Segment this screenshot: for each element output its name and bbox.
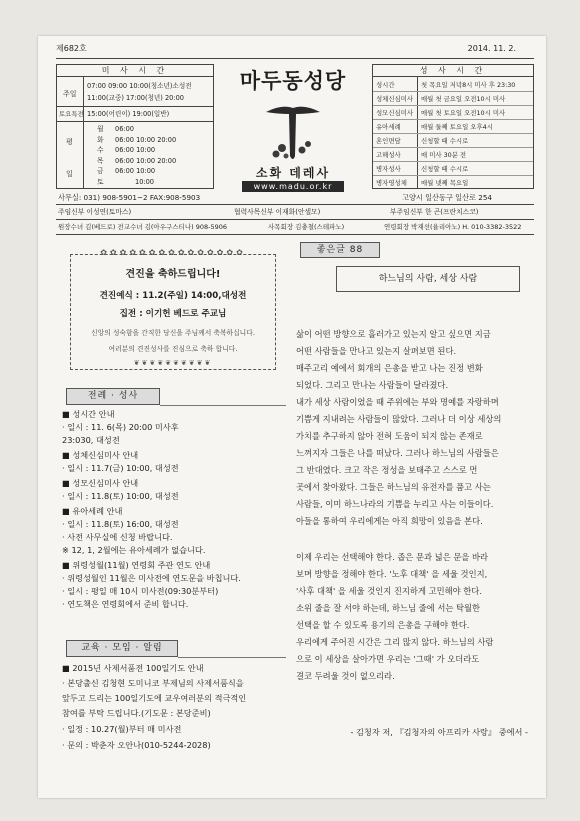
congrats-title: 견진을 축하드립니다! bbox=[125, 269, 221, 280]
sacrament-rows bbox=[373, 78, 533, 190]
article-line: 결코 두려울 것이 없으리라. bbox=[296, 671, 395, 681]
liturgy-line: ■ 성시간 안내 bbox=[62, 409, 115, 419]
mass-times-box bbox=[56, 64, 214, 189]
sacrament-label: 병자영성체 bbox=[376, 179, 407, 187]
liturgy-line: · 위령성월인 11월은 미사전에 연도문을 바칩니다. bbox=[62, 573, 241, 583]
sacrament-value: 신청할 때 수시로 bbox=[421, 165, 469, 173]
day-sat: 토 bbox=[97, 177, 104, 186]
sacrament-value: 매월 둘째 토요일 오후4시 bbox=[421, 123, 493, 131]
sacrament-times-box bbox=[372, 64, 534, 189]
sacrament-label: 유아세례 bbox=[376, 123, 401, 131]
article-source: - 김청자 저, 『김청자의 아프리카 사랑』 중에서 - bbox=[350, 727, 528, 737]
saturday-value: 15:00(어린이) 19:00(일반) bbox=[87, 110, 170, 118]
education-line: 앞두고 드리는 100일기도에 교우여러분의 적극적인 bbox=[62, 693, 247, 703]
article-title: 하느님의 사람, 세상 사람 bbox=[336, 266, 520, 292]
sacrament-value: 첫 목요일 저녁8시 미사 후 23:30 bbox=[421, 81, 516, 89]
sacrament-label: 성시간 bbox=[376, 81, 395, 89]
cross-logo-icon bbox=[262, 98, 324, 164]
liturgy-line: · 연도책은 연령회에서 준비 합니다. bbox=[62, 599, 189, 609]
article-line: 선택을 할 수 있도록 용기의 은총을 구해야 한다. bbox=[296, 620, 470, 630]
vine-border-icon: ❦❦❦❦❦❦❦❦❦❦ bbox=[133, 359, 213, 367]
liturgy-line: · 일시 : 11.8(토) 16:00, 대성전 bbox=[62, 519, 179, 529]
sacrament-value: 매월 넷째 목요일 bbox=[421, 179, 469, 187]
sacrament-row bbox=[373, 92, 533, 106]
sunday-label: 주일 bbox=[63, 90, 77, 98]
parish-subtitle: 소화 데레사 bbox=[255, 166, 331, 180]
article-line: 소위 줄을 잘 서야 하는데, 하느님 줄에 서는 탁월한 bbox=[296, 603, 481, 613]
sacrament-row bbox=[373, 134, 533, 148]
sacrament-row bbox=[373, 162, 533, 176]
liturgy-line: ■ 위령성월(11월) 연령회 주관 연도 안내 bbox=[62, 560, 211, 570]
article-line: 어떤 사람들을 만나고 있는지 살펴보면 된다. bbox=[296, 346, 457, 356]
article-line: 이제 우리는 선택해야 한다. 좁은 문과 넓은 문을 바라 bbox=[296, 552, 489, 562]
article-line: 가치를 추구하지 않아 전혀 도움이 되지 않는 존재로 bbox=[296, 431, 483, 441]
liturgy-line: · 일시 : 11. 6(목) 20:00 미사후 bbox=[62, 422, 179, 432]
education-line: · 일정 : 10.27(월)부터 매 미사전 bbox=[62, 724, 182, 734]
sacrament-label: 성모신심미사 bbox=[376, 109, 414, 117]
sacrament-row bbox=[373, 78, 533, 92]
article-section-tab: 좋은글 88 bbox=[300, 242, 380, 258]
article-line: 아들을 통하여 우리에게는 아직 희망이 있음을 본다. bbox=[296, 516, 483, 526]
sunday-line-2: 11:00(교중) 17:00(청년) 20:00 bbox=[87, 94, 184, 102]
confirmation-congrats-box bbox=[70, 248, 276, 370]
education-section-tab: 교육 · 모임 · 알림 bbox=[66, 640, 178, 657]
office-contact: 사무실: 031) 908-5901~2 FAX:908-5903 bbox=[58, 193, 201, 202]
liturgy-line: ■ 성모신심미사 안내 bbox=[62, 478, 139, 488]
liturgy-line: · 일시 : 평일 매 10시 미사전(09:30분부터) bbox=[62, 586, 219, 596]
nuns-info: 원장수녀 김(베드로) 전교수녀 김(아우구스티나) 908-5906 bbox=[58, 223, 228, 231]
day-wed: 수 bbox=[97, 146, 104, 154]
day-tue: 화 bbox=[97, 135, 104, 144]
sacrament-label: 성체신심미사 bbox=[376, 95, 414, 103]
day-thu: 목 bbox=[97, 156, 104, 165]
education-line: · 본당출신 김청현 도미니코 부제님의 사제서품식을 bbox=[62, 678, 244, 688]
congrats-msg-2: 여러분의 견진성사를 진심으로 축하 합니다. bbox=[108, 345, 238, 353]
issue-number: 제682호 bbox=[56, 44, 87, 53]
parish-name: 마두동성당 bbox=[239, 69, 347, 93]
article-line: 사람들, 이미 하느나라의 기쁨을 누리고 사는 이들이다. bbox=[296, 499, 494, 509]
weekday-times bbox=[115, 124, 211, 187]
sacrament-row bbox=[373, 120, 533, 134]
article-line: 느껴지자 그들은 나를 떠났다. 그러나 하느님의 사람들은 bbox=[296, 448, 499, 458]
sacrament-row bbox=[373, 148, 533, 162]
time-tue: 06:00 10:00 20:00 bbox=[115, 135, 177, 144]
liturgy-line: ■ 성체신심미사 안내 bbox=[62, 450, 139, 460]
article-line: 매주고리 예에서 회개의 은총을 받고 나는 진정 변화 bbox=[296, 363, 483, 373]
congrats-celebrant: 집전 : 이기헌 베드로 주교님 bbox=[119, 309, 227, 319]
parish-address: 고양시 일산동구 일산로 254 bbox=[402, 193, 493, 202]
vice-pastor-info: 부주임신부 한 곤(프란치스코) bbox=[390, 208, 479, 216]
time-wed: 06:00 10:00 bbox=[115, 146, 156, 154]
article-line: 내가 세상 사람이었을 때 주위에는 부와 명예를 자랑하며 bbox=[296, 397, 499, 407]
article-line: 삶이 어떤 방향으로 흘러가고 있는지 알고 싶으면 지금 bbox=[296, 329, 491, 339]
day-mon: 월 bbox=[97, 125, 104, 133]
education-line: ■ 2015년 사제서품전 100일기도 안내 bbox=[62, 663, 204, 673]
sacrament-row bbox=[373, 176, 533, 190]
assoc-priest-info: 협력사목신부 이재화(안셀모) bbox=[234, 208, 321, 216]
weekday-label-1: 평 bbox=[66, 138, 73, 146]
flower-border-icon: ✿✿✿✿✿✿✿✿✿✿✿✿✿✿✿ bbox=[100, 248, 246, 257]
liturgy-line: ■ 유아세례 안내 bbox=[62, 506, 123, 516]
congrats-msg-1: 신앙의 성숙함을 간직한 당신을 주님께서 축복하십니다. bbox=[91, 329, 255, 337]
sacrament-value: 매월 첫 토요일 오전10시 미사 bbox=[421, 109, 506, 117]
council-president-info: 연령회장 박재선(율리아노) H. 010-3382-3522 bbox=[384, 223, 522, 231]
mass-times-title: 미 사 시 간 bbox=[57, 65, 213, 77]
article-line: '사후 대책' 을 세울 것인지 진지하게 고민해야 한다. bbox=[296, 586, 482, 596]
liturgy-line: · 일시 : 11.7(금) 10:00, 대성전 bbox=[62, 463, 179, 473]
sacrament-label: 고해성사 bbox=[376, 151, 401, 159]
article-line: 기쁨게 지내려는 사람들이 많았다. 그러나 더 이상 세상의 bbox=[296, 414, 502, 424]
bulletin-page bbox=[38, 36, 546, 798]
liturgy-line: ※ 12, 1, 2월에는 유아세례가 없습니다. bbox=[62, 545, 206, 555]
education-line: 참여를 부탁 드립니다.(기도문 : 본당준비) bbox=[62, 708, 211, 718]
sacrament-value: 매 미사 30분 전 bbox=[421, 151, 467, 159]
parish-url-link[interactable]: www.madu.or.kr bbox=[242, 181, 344, 192]
education-line: · 문의 : 박춘자 오안나(010-5244-2028) bbox=[62, 740, 211, 750]
liturgy-section-tab: 전례 · 성사 bbox=[66, 388, 160, 405]
liturgy-line: · 사전 사무실에 신청 바랍니다. bbox=[62, 532, 173, 542]
weekday-days bbox=[97, 124, 113, 187]
time-mon: 06:00 bbox=[115, 125, 135, 133]
sacrament-label: 혼인면담 bbox=[376, 137, 401, 145]
sunday-line-1: 07:00 09:00 10:00(청소년)소성전 bbox=[87, 82, 192, 90]
article-line: 되었다. 그리고 만나는 사람들이 달라졌다. bbox=[296, 380, 449, 390]
liturgy-line: 23:030, 대성전 bbox=[62, 435, 120, 445]
sacrament-times-title: 성 사 시 간 bbox=[373, 65, 533, 77]
article-line: 곳에서 찾아왔다. 그들은 하느님의 유전자를 품고 사는 bbox=[296, 482, 491, 492]
time-fri: 06:00 10:00 bbox=[115, 167, 156, 175]
issue-date: 2014. 11. 2. bbox=[467, 44, 516, 53]
time-thu: 06:00 10:00 20:00 bbox=[115, 156, 177, 165]
sacrament-value: 매월 첫 금요일 오전10시 미사 bbox=[421, 95, 506, 103]
council-info: 사목회장 김충철(스테파노) bbox=[268, 223, 345, 231]
article-line: 그 반대였다. 크고 작은 정성을 보태주고 스스로 먼 bbox=[296, 465, 478, 475]
day-fri: 금 bbox=[97, 167, 104, 175]
sacrament-label: 병자성사 bbox=[376, 165, 401, 173]
liturgy-line: · 일시 : 11.8(토) 10:00, 대성전 bbox=[62, 491, 179, 501]
weekday-label-2: 일 bbox=[66, 170, 73, 178]
article-line: 우리에게 주어진 시간은 그리 많지 않다. 하느님의 사람 bbox=[296, 637, 494, 647]
article-line: 으로 이 세상을 살아가면 우리는 '그때' 가 오더라도 bbox=[296, 654, 480, 664]
article-line: 보며 방향을 정해야 한다. '노후 대책' 을 세울 것인지, bbox=[296, 569, 488, 579]
sacrament-value: 신청할 때 수시로 bbox=[421, 137, 469, 145]
saturday-label: 토요특전 bbox=[59, 110, 84, 118]
pastor-info: 주임신부 이성연(토마스) bbox=[58, 208, 132, 216]
congrats-ceremony: 견진예식 : 11.2(주일) 14:00,대성전 bbox=[99, 291, 247, 301]
time-sat: 10:00 bbox=[135, 177, 155, 186]
sacrament-row bbox=[373, 106, 533, 120]
